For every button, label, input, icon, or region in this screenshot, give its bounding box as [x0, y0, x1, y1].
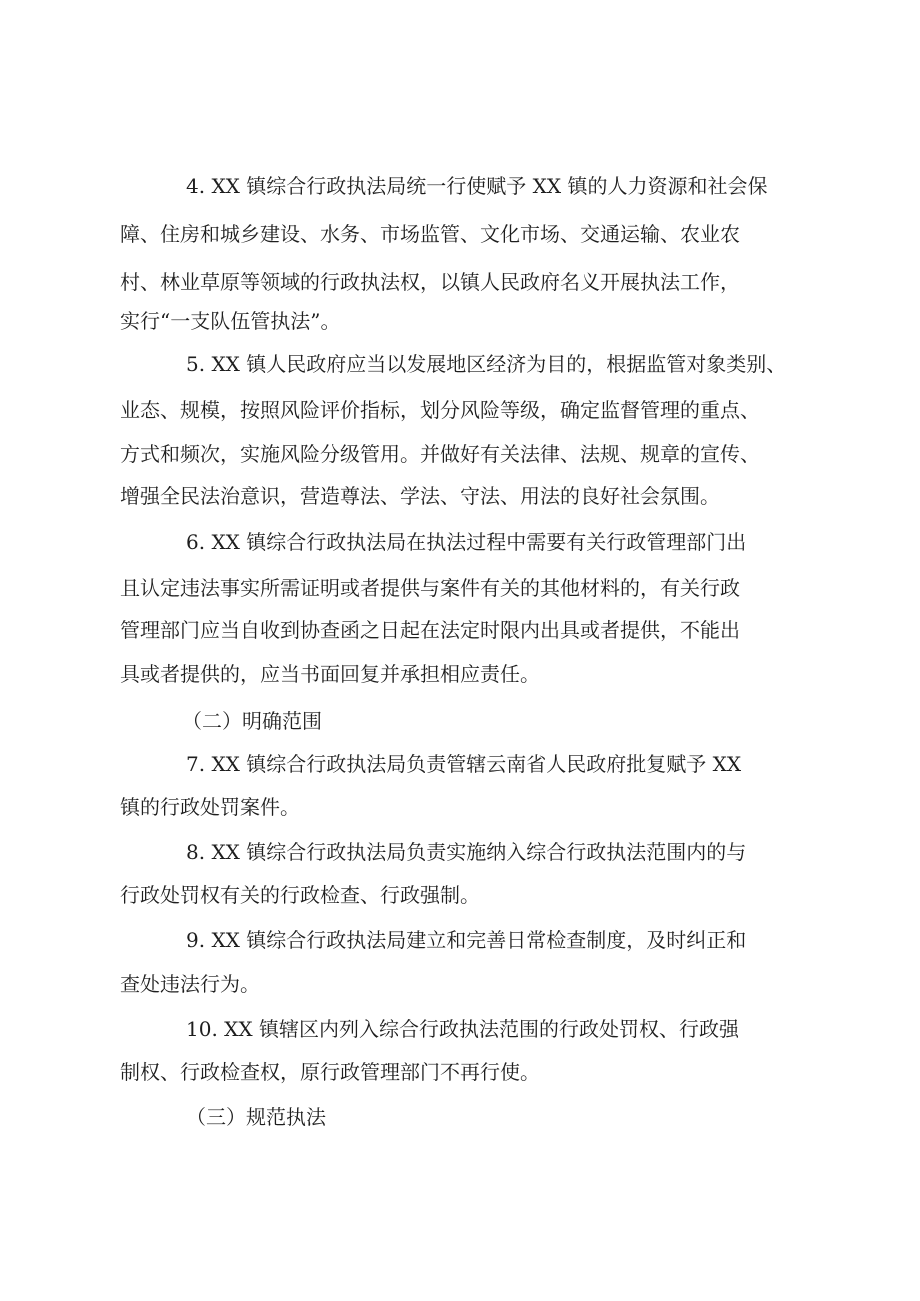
text-line: 管理部门应当自收到协查函之日起在法定时限内出具或者提供，不能出	[120, 618, 740, 642]
text-line: 8. XX 镇综合行政执法局负责实施纳入综合行政执法范围内的与	[186, 840, 747, 864]
text-line: 增强全民法治意识，营造尊法、学法、守法、用法的良好社会氛围。	[120, 484, 720, 508]
section-heading: （三）规范执法	[186, 1105, 326, 1129]
text-line: 具或者提供的，应当书面回复并承担相应责任。	[120, 662, 540, 686]
text-line: 村、林业草原等领域的行政执法权，以镇人民政府名义开展执法工作，	[120, 270, 740, 294]
text-line: 查处违法行为。	[120, 972, 260, 996]
text-line: 9. XX 镇综合行政执法局建立和完善日常检查制度，及时纠正和	[186, 928, 747, 952]
text-line: 方式和频次，实施风险分级管用。并做好有关法律、法规、规章的宣传、	[120, 442, 760, 466]
text-line: 障、住房和城乡建设、水务、市场监管、文化市场、交通运输、农业农	[120, 222, 740, 246]
text-line: 5. XX 镇人民政府应当以发展地区经济为目的，根据监管对象类别、	[186, 352, 787, 376]
text-line: 且认定违法事实所需证明或者提供与案件有关的其他材料的，有关行政	[120, 576, 740, 600]
text-line: 业态、规模，按照风险评价指标，划分风险等级，确定监督管理的重点、	[120, 398, 760, 422]
text-line: 实行“一支队伍管执法”。	[120, 309, 341, 333]
text-line: 镇的行政处罚案件。	[120, 795, 300, 819]
section-heading: （二）明确范围	[182, 709, 322, 733]
text-line: 行政处罚权有关的行政检查、行政强制。	[120, 883, 480, 907]
text-line: 4. XX 镇综合行政执法局统一行使赋予 XX 镇的人力资源和社会保	[186, 174, 768, 198]
text-line: 6. XX 镇综合行政执法局在执法过程中需要有关行政管理部门出	[186, 530, 747, 554]
text-line: 7. XX 镇综合行政执法局负责管辖云南省人民政府批复赋予 XX	[186, 752, 742, 776]
text-line: 制权、行政检查权，原行政管理部门不再行使。	[120, 1060, 540, 1084]
text-line: 10. XX 镇辖区内列入综合行政执法范围的行政处罚权、行政强	[186, 1017, 739, 1041]
